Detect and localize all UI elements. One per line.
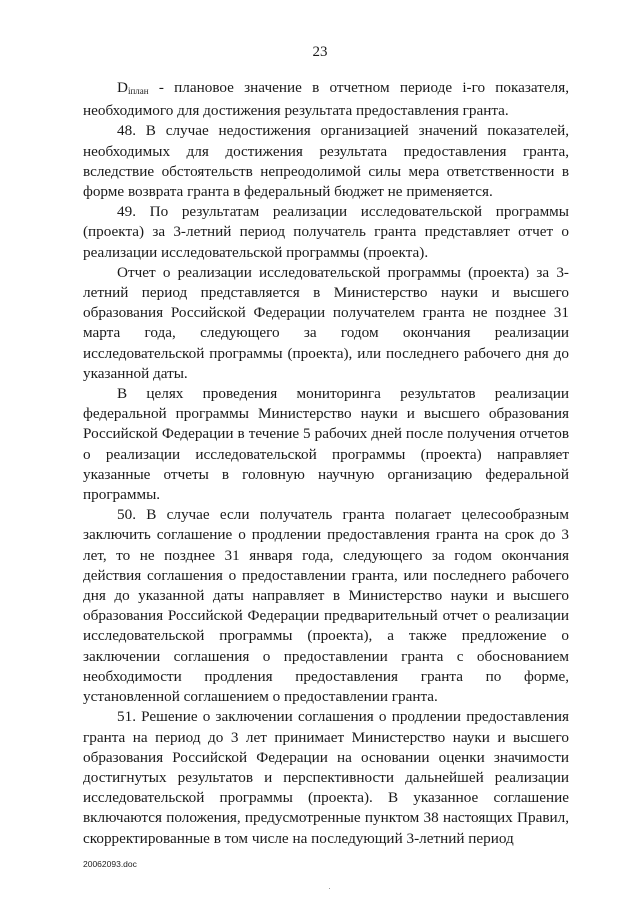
paragraph-report-deadline: Отчет о реализации исследовательской программы (проекта) за 3-летний период представляется в Министерство науки и высшего образования Российской Федерации получателем гранта не позднее 31 марта года, следующего за годом окончания реализации исследовательской программы (проекта), или последнего рабочего дня до указанной даты.: [83, 263, 569, 382]
footer-file-code: 20062093.doc: [83, 859, 137, 869]
paragraph-definition: [83, 78, 569, 121]
definition-text: - плановое значение в отчетном периоде i-го показателя, необходимого для достижения результата предоставления гранта.: [83, 79, 569, 120]
variable-symbol: D: [117, 79, 128, 96]
variable-subscript: iплан: [127, 86, 149, 96]
paragraph-48: 48. В случае недостижения организацией значений показателей, необходимых для достижения результата предоставления гранта, вследствие обстоятельств непреодолимой силы мера ответственности в форме возврата гранта в федеральный бюджет не применяется.: [83, 122, 569, 201]
document-body: [83, 78, 569, 849]
paragraph-49: 49. По результатам реализации исследовательской программы (проекта) за 3-летний период получатель гранта представляет отчет о реализации исследовательской программы (проекта).: [83, 203, 569, 261]
paragraph-50: 50. В случае если получатель гранта полагает целесообразным заключить соглашение о продлении предоставления гранта на срок до 3 лет, то не позднее 31 января года, следующего за годом окончания действия соглашения о предоставлении гранта, или последнего рабочего дня до указанной даты направляет в Министерство науки и высшего образования Российской Федерации предварительный отчет о реализации исследовательской программы (проекта), а также предложение о заключении соглашения о предоставлении гранта с обоснованием необходимости продления предоставления гранта по форме, установленной соглашением о предоставлении гранта.: [83, 506, 569, 706]
paragraph-monitoring: В целях проведения мониторинга результатов реализации федеральной программы Министерство науки и высшего образования Российской Федерации в течение 5 рабочих дней после получения отчетов о реализации исследовательской программы (проекта) направляет указанные отчеты в головную научную организацию федеральной программы.: [83, 385, 569, 504]
scan-speck: [329, 888, 330, 889]
paragraph-51: 51. Решение о заключении соглашения о продлении предоставления гранта на период до 3 лет принимает Министерство науки и высшего образования Российской Федерации на основании оценки значимости достигнутых результатов и перспективности дальнейшей реализации исследовательской программы (проекта). В указанное соглашение включаются положения, предусмотренные пунктом 38 настоящих Правил, скорректированные в том числе на последующий 3-летний период: [83, 708, 569, 847]
page-number: 23: [312, 44, 328, 60]
